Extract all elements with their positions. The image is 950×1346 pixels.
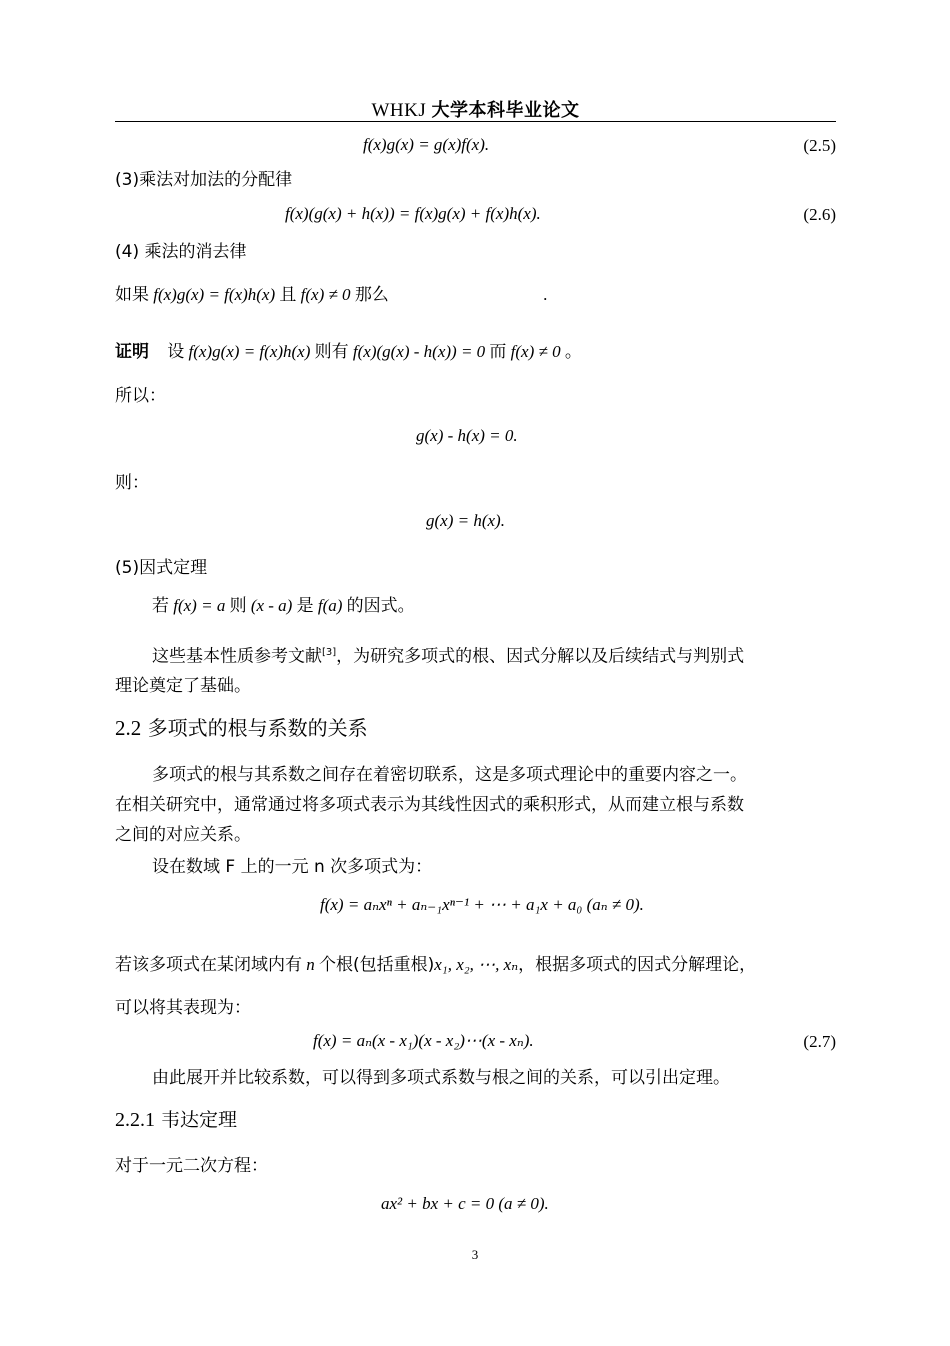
equation-quadratic: ax² + bx + c = 0 (a ≠ 0).	[381, 1194, 549, 1213]
cancel-rule-mid: 且	[279, 285, 297, 305]
header-latin: WHKJ	[371, 100, 427, 121]
proof-eq3: f(x) ≠ 0	[510, 342, 561, 361]
proof-label: 证明	[115, 342, 149, 362]
paragraph-1-line-2: 理论奠定了基础。	[115, 676, 251, 696]
paragraph-1-text-a: 这些基本性质参考文献	[152, 646, 322, 667]
equation-so: g(x) - h(x) = 0.	[416, 426, 518, 445]
factor-rule-mid2: 是	[296, 596, 314, 616]
paragraph-2-line-3: 之间的对应关系。	[115, 825, 251, 845]
equation-number-2-6: (2.6)	[803, 205, 836, 224]
paragraph-4-line-2: 可以将其表现为：	[115, 998, 251, 1018]
proof-and: 而	[489, 342, 507, 362]
paragraph-2-line-1: 多项式的根与其系数之间存在着密切联系，这是多项式理论中的重要内容之一。	[152, 765, 747, 785]
subsection-number: 2.2.1	[115, 1109, 155, 1131]
cancel-rule-end: .	[543, 285, 548, 304]
paragraph-4-text-a: 若该多项式在某闭域内有	[115, 955, 302, 975]
paragraph-1-text-b: ，为研究多项式的根、因式分解以及后续结式与判别式	[336, 646, 745, 667]
factor-rule-mid1: 则	[229, 596, 247, 616]
proof-then: 则有	[314, 342, 349, 362]
equation-2-6: f(x)(g(x) + h(x)) = f(x)g(x) + f(x)h(x).	[285, 204, 541, 223]
paragraph-2-line-2: 在相关研究中，通常通过将多项式表示为其线性因式的乘积形式，从而建立根与系数	[115, 795, 744, 815]
paragraph-4-roots: x₁, x₂, ⋯, xₙ	[434, 955, 519, 974]
equation-polynomial: f(x) = aₙxⁿ + aₙ₋₁xⁿ⁻¹ + ⋯ + a₁x + a₀ (aₙ ≠ 0).	[320, 895, 644, 914]
paragraph-1-line-1	[115, 641, 873, 669]
list-item-3: (3)乘法对加法的分配律	[115, 170, 293, 190]
page-number: 3	[471, 1247, 479, 1262]
paragraph-6: 对于一元二次方程：	[115, 1156, 268, 1176]
proof-eq2: f(x)(g(x) - h(x)) = 0	[352, 342, 486, 361]
header-rule	[115, 121, 836, 122]
proof-end: 。	[564, 342, 582, 362]
proof-eq1: f(x)g(x) = f(x)h(x)	[188, 342, 311, 361]
section-heading-2-2-1	[115, 1107, 237, 1133]
cancel-rule-eq2: f(x) ≠ 0	[300, 285, 351, 304]
paragraph-4-line-1	[115, 953, 836, 977]
list-item-4: (4) 乘法的消去律	[115, 242, 247, 262]
header-title: 大学本科毕业论文	[431, 100, 580, 121]
proof-set: 设	[167, 342, 185, 362]
then-label: 则：	[115, 473, 149, 493]
subsection-title: 韦达定理	[161, 1109, 238, 1131]
section-number: 2.2	[115, 716, 142, 740]
section-title: 多项式的根与系数的关系	[147, 716, 368, 740]
paragraph-5: 由此展开并比较系数，可以得到多项式系数与根之间的关系，可以引出定理。	[152, 1068, 730, 1088]
factor-rule-suffix: 的因式。	[346, 596, 415, 616]
factor-rule-prefix: 若	[152, 596, 169, 616]
factor-rule-eq1: f(x) = a	[173, 596, 226, 615]
proof-line	[115, 340, 836, 364]
paragraph-4-text-b: 个根(包括重根)	[319, 955, 435, 975]
cancel-rule-line	[115, 283, 836, 307]
factor-rule-line	[115, 594, 873, 618]
section-heading-2-2	[115, 714, 368, 742]
cancel-rule-eq1: f(x)g(x) = f(x)h(x)	[153, 285, 276, 304]
factor-rule-eq3: f(a)	[317, 596, 343, 615]
equation-2-7: f(x) = aₙ(x - x₁)(x - x₂)⋯(x - xₙ).	[313, 1031, 534, 1050]
cancel-rule-prefix: 如果	[115, 285, 149, 305]
paragraph-3: 设在数域 F 上的一元 n 次多项式为：	[152, 857, 433, 877]
equation-then: g(x) = h(x).	[426, 511, 505, 530]
paragraph-4-text-c: ，根据多项式的因式分解理论，	[518, 955, 757, 975]
factor-rule-eq2: (x - a)	[250, 596, 293, 615]
cancel-rule-suffix: 那么	[354, 285, 389, 305]
list-item-5: (5)因式定理	[115, 558, 208, 578]
equation-number-2-5: (2.5)	[803, 136, 836, 155]
page-header	[115, 96, 836, 122]
paragraph-4-n: n	[306, 955, 315, 974]
equation-number-2-7: (2.7)	[803, 1032, 836, 1051]
equation-2-5: f(x)g(x) = g(x)f(x).	[363, 135, 490, 154]
so-label: 所以：	[115, 386, 166, 406]
citation-ref: [3]	[322, 647, 337, 658]
